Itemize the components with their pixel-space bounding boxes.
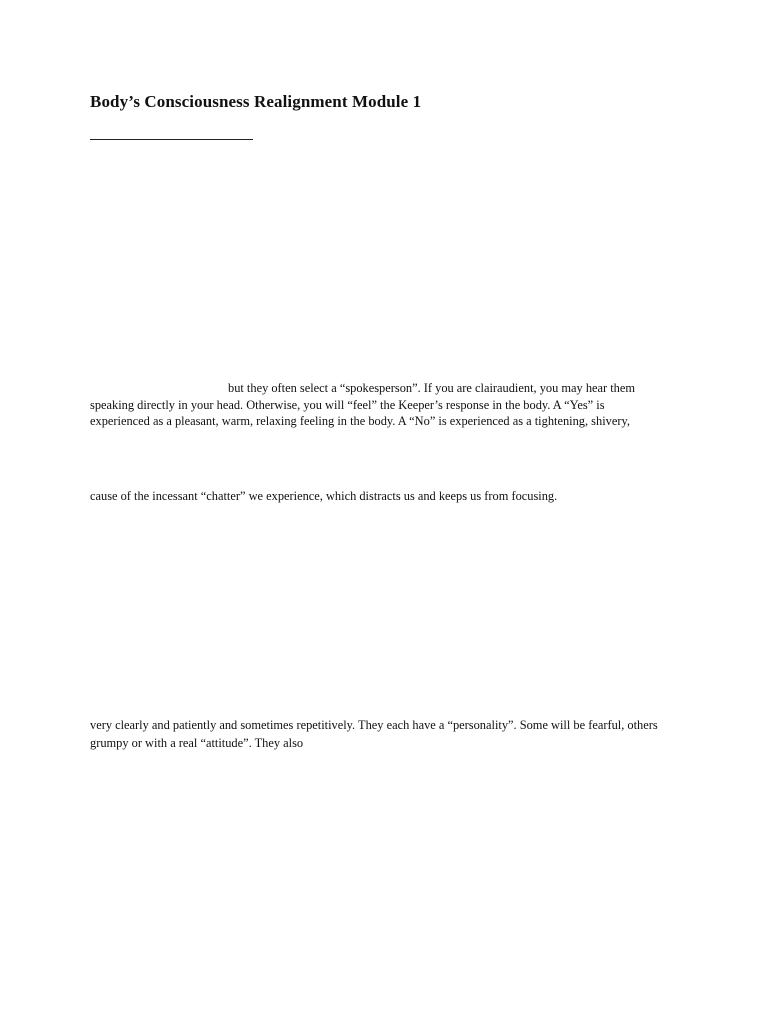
title-underline-rule: [90, 139, 253, 140]
text-line: experienced as a pleasant, warm, relaxing feeling in the body. A “No” is experienced as a tightening, shivery,: [90, 414, 630, 428]
page-title: Body’s Consciousness Realignment Module 1: [90, 92, 422, 111]
text-line: grumpy or with a real “attitude”. They also: [90, 736, 304, 750]
text-line: but they often select a “spokesperson”. If you are clairaudient, you may hear them: [228, 381, 636, 395]
text-line: speaking directly in your head. Otherwise, you will “feel” the Keeper’s response in the body. A “Yes” is: [90, 398, 605, 412]
text-line: cause of the incessant “chatter” we experience, which distracts us and keeps us from focusing.: [90, 489, 558, 503]
text-line: very clearly and patiently and sometimes repetitively. They each have a “personality”. Some will be fearful, others: [90, 718, 658, 732]
